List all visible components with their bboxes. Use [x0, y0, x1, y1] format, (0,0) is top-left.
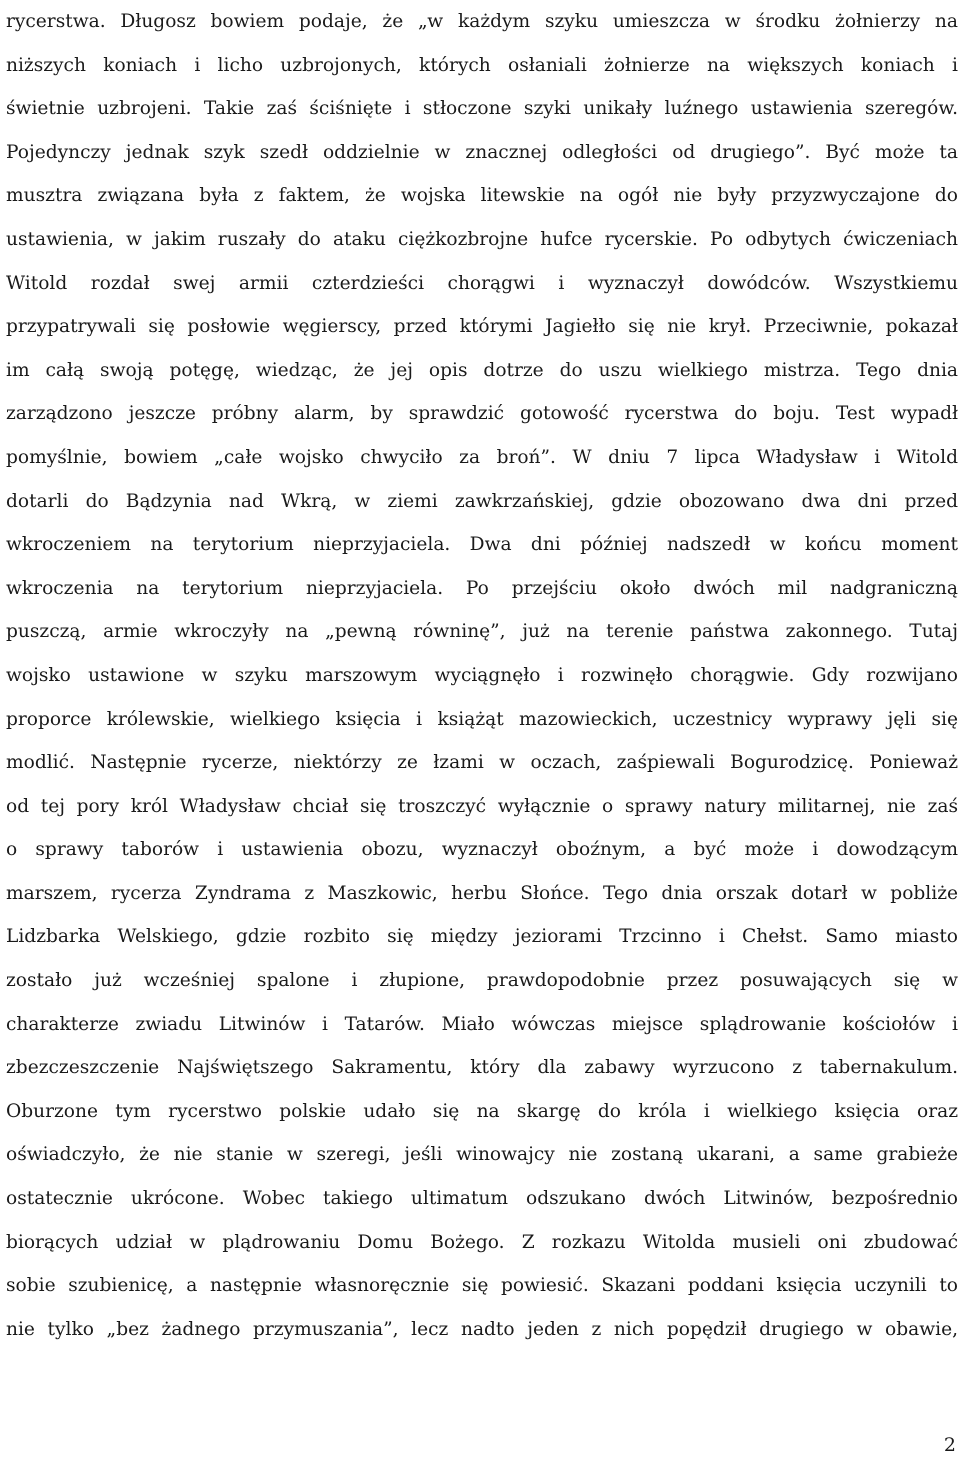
- text-line: charakterze zwiadu Litwinów i Tatarów. Miało wówczas miejsce splądrowanie kościołów i: [6, 1013, 958, 1035]
- page-number: 2: [943, 1434, 956, 1456]
- text-line: pomyślnie, bowiem „całe wojsko chwyciło za broń”. W dniu 7 lipca Władysław i Witold: [6, 446, 958, 468]
- text-line: świetnie uzbrojeni. Takie zaś ściśnięte i stłoczone szyki unikały luźnego ustawienia szeregów.: [6, 98, 958, 120]
- text-line: wkroczeniem na terytorium nieprzyjaciela. Dwa dni później nadszedł w końcu moment: [6, 534, 958, 556]
- text-line: marszem, rycerza Zyndrama z Maszkowic, herbu Słońce. Tego dnia orszak dotarł w pobliże: [6, 882, 958, 904]
- text-line: wojsko ustawione w szyku marszowym wyciągnęło i rozwinęło chorągwie. Gdy rozwijano: [6, 664, 958, 686]
- text-line: puszczą, armie wkroczyły na „pewną równinę”, już na terenie państwa zakonnego. Tutaj: [6, 621, 958, 643]
- text-line: ustawienia, w jakim ruszały do ataku ciężkozbrojne hufce rycerskie. Po odbytych ćwiczeniach: [6, 228, 958, 250]
- text-line: rycerstwa. Długosz bowiem podaje, że „w każdym szyku umieszcza w środku żołnierzy na: [6, 11, 958, 32]
- text-line: Pojedynczy jednak szyk szedł oddzielnie w znacznej odległości od drugiego”. Być może ta: [6, 141, 958, 163]
- text-line: Oburzone tym rycerstwo polskie udało się na skargę do króla i wielkiego księcia oraz: [6, 1100, 958, 1122]
- text-line: oświadczyło, że nie stanie w szeregi, jeśli winowajcy nie zostaną ukarani, a same grabieże: [6, 1144, 958, 1166]
- text-line: Lidzbarka Welskiego, gdzie rozbito się między jeziorami Trzcinno i Chełst. Samo miasto: [6, 926, 958, 948]
- text-line: musztra związana była z faktem, że wojska litewskie na ogół nie były przyzwyczajone do: [6, 185, 958, 207]
- text-line: niższych koniach i licho uzbrojonych, których osłaniali żołnierze na większych koniach i: [6, 54, 958, 76]
- text-line: zostało już wcześniej spalone i złupione, prawdopodobnie przez posuwających się w: [6, 970, 958, 992]
- text-line: o sprawy taborów i ustawienia obozu, wyznaczył oboźnym, a być może i dowodzącym: [6, 839, 958, 861]
- text-line: nie tylko „bez żadnego przymuszania”, lecz nadto jeden z nich popędził drugiego w obawie,: [6, 1318, 958, 1340]
- text-line: wkroczenia na terytorium nieprzyjaciela. Po przejściu około dwóch mil nadgraniczną: [6, 577, 958, 599]
- text-line: zarządzono jeszcze próbny alarm, by sprawdzić gotowość rycerstwa do boju. Test wypadł: [6, 403, 958, 425]
- text-line: zbezczeszczenie Najświętszego Sakramentu, który dla zabawy wyrzucono z tabernakulum.: [6, 1057, 958, 1079]
- text-line: proporce królewskie, wielkiego księcia i książąt mazowieckich, uczestnicy wyprawy jęli się: [6, 708, 958, 730]
- text-line: im całą swoją potęgę, wiedząc, że jej opis dotrze do uszu wielkiego mistrza. Tego dnia: [6, 359, 958, 381]
- body-text: [6, 0, 958, 1351]
- text-line: od tej pory król Władysław chciał się troszczyć wyłącznie o sprawy natury militarnej, nie zaś: [6, 795, 958, 817]
- text-line: sobie szubienicę, a następnie własnoręcznie się powiesić. Skazani poddani księcia uczynili to: [6, 1275, 958, 1297]
- text-line: przypatrywali się posłowie węgierscy, przed którymi Jagiełło się nie krył. Przeciwnie, pokazał: [6, 316, 958, 338]
- text-line: dotarli do Bądzynia nad Wkrą, w ziemi zawkrzańskiej, gdzie obozowano dwa dni przed: [6, 490, 958, 512]
- text-line: ostatecznie ukrócone. Wobec takiego ultimatum odszukano dwóch Litwinów, bezpośrednio: [6, 1188, 958, 1210]
- text-line: biorących udział w plądrowaniu Domu Bożego. Z rozkazu Witolda musieli oni zbudować: [6, 1231, 958, 1253]
- text-line: modlić. Następnie rycerze, niektórzy ze łzami w oczach, zaśpiewali Bogurodzicę. Ponieważ: [6, 752, 958, 774]
- text-line: Witold rozdał swej armii czterdzieści chorągwi i wyznaczył dowódców. Wszystkiemu: [6, 272, 958, 294]
